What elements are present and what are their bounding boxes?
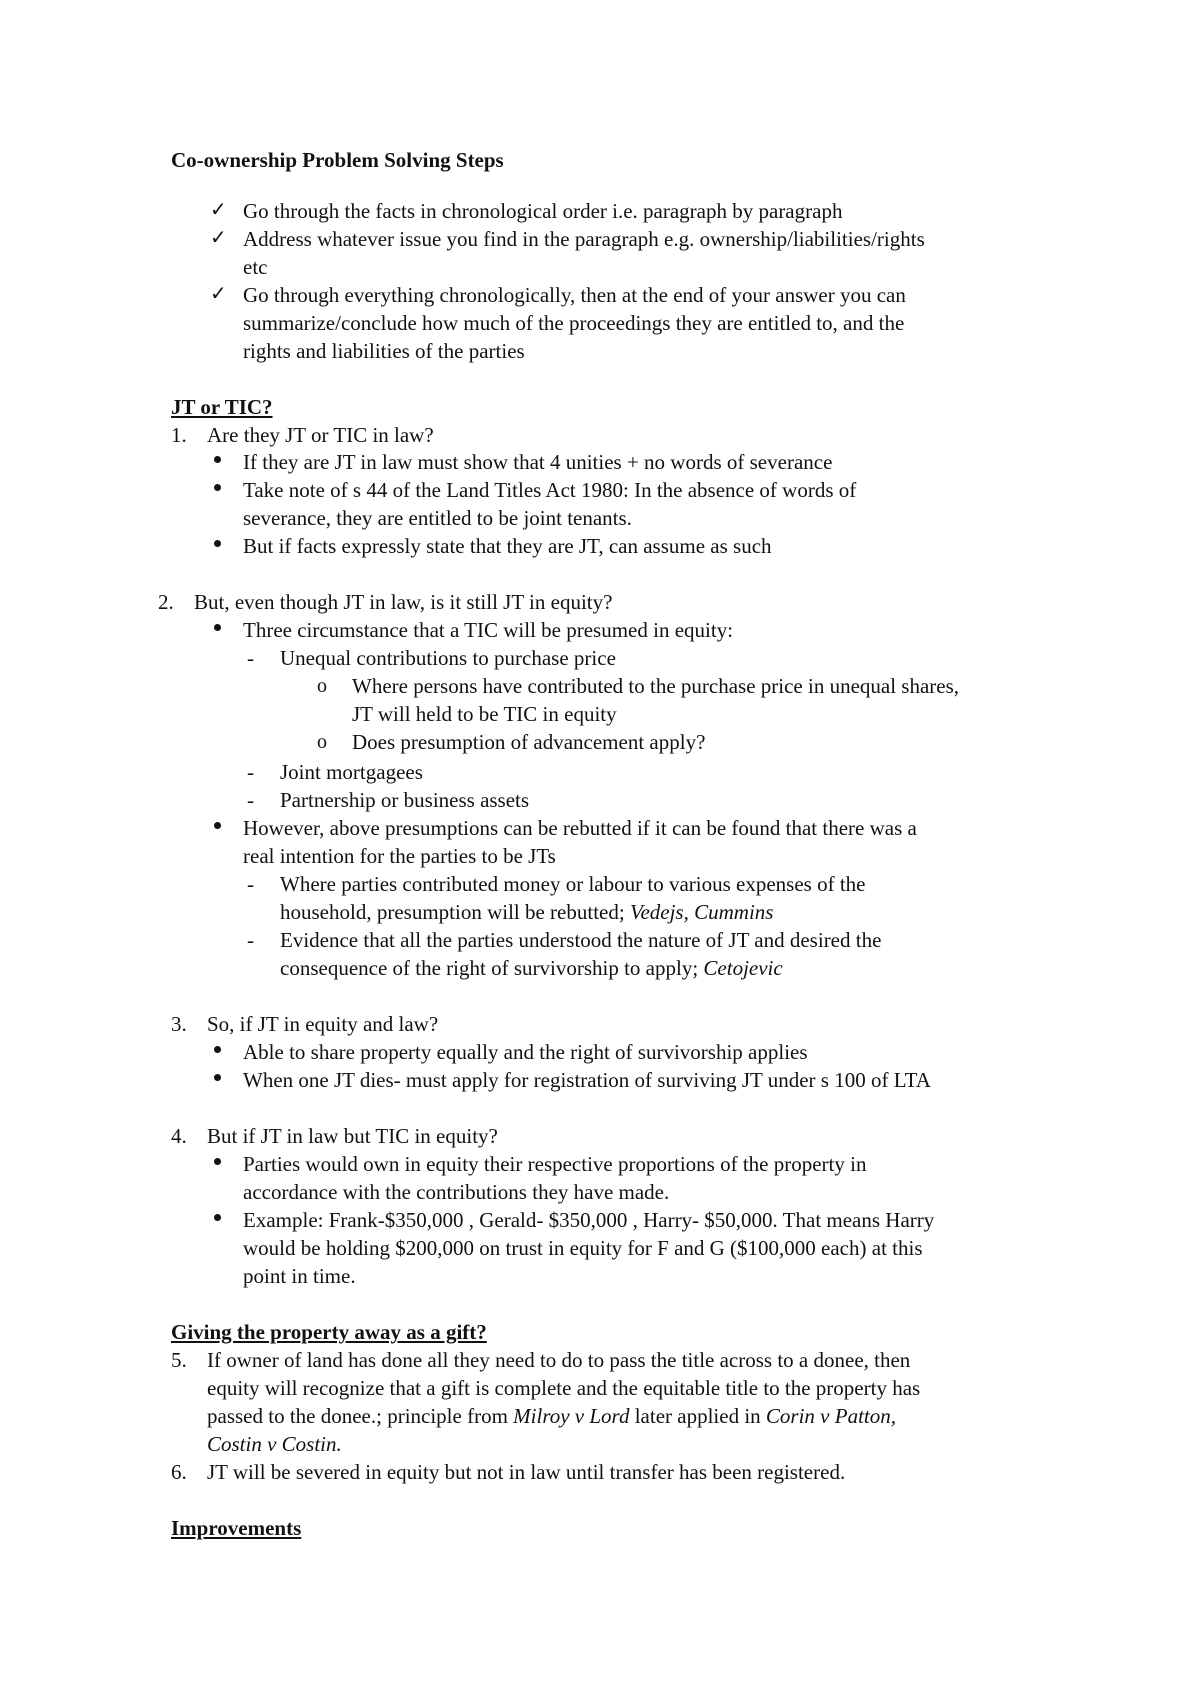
text-segment: passed to the donee.; principle from <box>207 1404 514 1428</box>
text-segment: later applied in <box>629 1404 766 1428</box>
checklist-item-3-line-3: rights and liabilities of the parties <box>243 339 525 363</box>
bullet-text: Take note of s 44 of the Land Titles Act 1980: In the absence of words of <box>243 478 857 502</box>
circle-bullet-icon: o <box>317 731 327 753</box>
document-title: Co-ownership Problem Solving Steps <box>171 148 504 172</box>
dash-item-text-continued <box>280 955 783 981</box>
checklist-item-1-line-1: Go through the facts in chronological order i.e. paragraph by paragraph <box>243 199 843 223</box>
list-item-4-text: But if JT in law but TIC in equity? <box>207 1124 498 1148</box>
circle-bullet-icon: o <box>317 675 327 697</box>
case-citation: Cetojevic <box>703 956 783 980</box>
checklist-item-2-line-2: etc <box>243 255 268 279</box>
list-item-2-text: But, even though JT in law, is it still JT in equity? <box>194 590 613 614</box>
bullet-text: Three circumstance that a TIC will be presumed in equity: <box>243 618 734 642</box>
bullet-text-continued: point in time. <box>243 1264 356 1288</box>
section-heading-jt-or-tic: JT or TIC? <box>171 395 273 419</box>
dash-item-text: Evidence that all the parties understood the nature of JT and desired the <box>280 928 882 952</box>
bullet-text-continued: severance, they are entitled to be joint tenants. <box>243 506 632 530</box>
dash-icon: - <box>247 928 254 952</box>
list-number: 4. <box>171 1124 187 1148</box>
dash-item-text: Where parties contributed money or labour to various expenses of the <box>280 872 866 896</box>
bullet-text: However, above presumptions can be rebutted if it can be found that there was a <box>243 816 917 840</box>
bullet-icon <box>214 540 221 547</box>
case-citation: Corin v Patton, <box>765 1404 896 1428</box>
list-number: 1. <box>171 423 187 447</box>
checkmark-icon: ✓ <box>210 225 227 249</box>
dash-icon: - <box>247 788 254 812</box>
case-citation: Vedejs, Cummins <box>629 900 774 924</box>
bullet-text: When one JT dies- must apply for registration of surviving JT under s 100 of LTA <box>243 1068 931 1092</box>
bullet-icon <box>214 624 221 631</box>
checkmark-icon: ✓ <box>210 281 227 305</box>
sub-bullet-text-continued: JT will held to be TIC in equity <box>352 702 617 726</box>
list-number: 3. <box>171 1012 187 1036</box>
bullet-icon <box>214 456 221 463</box>
list-item-6-text: JT will be severed in equity but not in law until transfer has been registered. <box>207 1460 846 1484</box>
case-citation: Costin v Costin. <box>207 1432 342 1456</box>
dash-item-text: Partnership or business assets <box>280 788 530 812</box>
bullet-icon <box>214 1046 221 1053</box>
list-item-5-line-4 <box>207 1431 342 1457</box>
bullet-icon <box>214 822 221 829</box>
bullet-text-continued: would be holding $200,000 on trust in equity for F and G ($100,000 each) at this <box>243 1236 923 1260</box>
bullet-icon <box>214 484 221 491</box>
bullet-icon <box>214 1074 221 1081</box>
checklist-item-2-line-1: Address whatever issue you find in the paragraph e.g. ownership/liabilities/rights <box>243 227 925 251</box>
section-heading-gift: Giving the property away as a gift? <box>171 1320 487 1344</box>
dash-item-text: Joint mortgagees <box>280 760 423 784</box>
checklist-item-3-line-2: summarize/conclude how much of the proceedings they are entitled to, and the <box>243 311 905 335</box>
bullet-text: Parties would own in equity their respective proportions of the property in <box>243 1152 867 1176</box>
list-number: 6. <box>171 1460 187 1484</box>
dash-icon: - <box>247 760 254 784</box>
list-item-1-text: Are they JT or TIC in law? <box>207 423 434 447</box>
bullet-text: Example: Frank-$350,000 , Gerald- $350,000 , Harry- $50,000. That means Harry <box>243 1208 935 1232</box>
bullet-text-continued: real intention for the parties to be JTs <box>243 844 556 868</box>
dash-item-text-lead: household, presumption will be rebutted; <box>280 900 630 924</box>
checklist-item-3-line-1: Go through everything chronologically, then at the end of your answer you can <box>243 283 906 307</box>
bullet-text: But if facts expressly state that they are JT, can assume as such <box>243 534 772 558</box>
dash-item-text-lead: consequence of the right of survivorship to apply; <box>280 956 704 980</box>
list-item-5-line-2: equity will recognize that a gift is complete and the equitable title to the property has <box>207 1376 921 1400</box>
list-item-5-line-3 <box>207 1403 896 1429</box>
list-item-3-text: So, if JT in equity and law? <box>207 1012 439 1036</box>
bullet-icon <box>214 1214 221 1221</box>
list-number: 2. <box>158 590 174 614</box>
list-item-5-line-1: If owner of land has done all they need to do to pass the title across to a donee, then <box>207 1348 911 1372</box>
dash-icon: - <box>247 646 254 670</box>
bullet-text: Able to share property equally and the right of survivorship applies <box>243 1040 808 1064</box>
section-heading-improvements: Improvements <box>171 1516 302 1540</box>
list-number: 5. <box>171 1348 187 1372</box>
sub-bullet-text: Where persons have contributed to the purchase price in unequal shares, <box>352 674 960 698</box>
dash-item-text-continued <box>280 899 773 925</box>
dash-item-text: Unequal contributions to purchase price <box>280 646 616 670</box>
sub-bullet-text: Does presumption of advancement apply? <box>352 730 706 754</box>
checkmark-icon: ✓ <box>210 197 227 221</box>
bullet-text: If they are JT in law must show that 4 unities + no words of severance <box>243 450 833 474</box>
bullet-text-continued: accordance with the contributions they have made. <box>243 1180 670 1204</box>
bullet-icon <box>214 1158 221 1165</box>
case-citation: Milroy v Lord <box>513 1404 630 1428</box>
dash-icon: - <box>247 872 254 896</box>
